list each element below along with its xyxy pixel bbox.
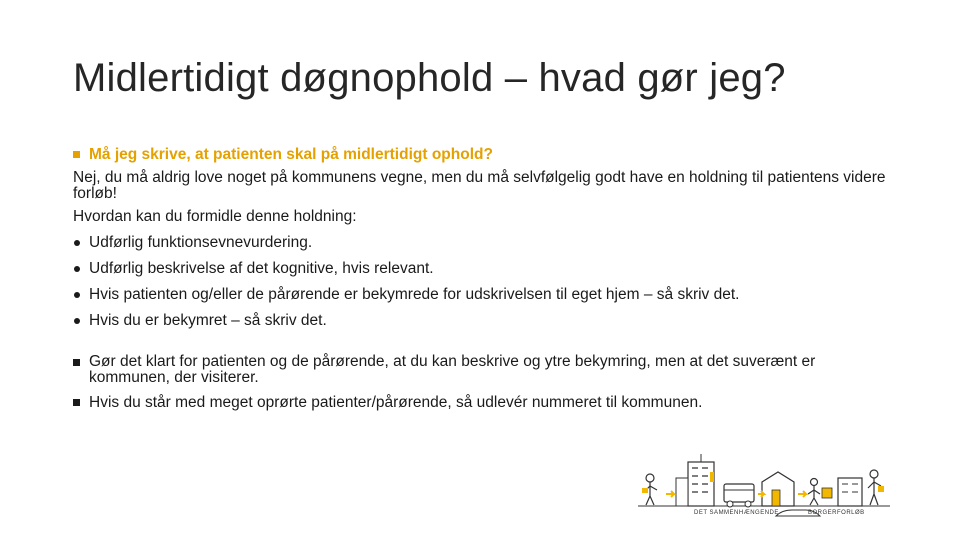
how-heading: Hvordan kan du formidle denne holdning: (73, 208, 357, 225)
note-text: Hvis du står med meget oprørte patienter/pårørende, så udlevér nummeret til kommunen. (89, 394, 703, 411)
illustration-logo (636, 448, 892, 524)
slide-title: Midlertidigt døgnophold – hvad gør jeg? (73, 56, 786, 100)
list-item: Hvis du er bekymret – så skriv det. (73, 312, 893, 330)
square-bullet-icon (73, 399, 80, 406)
logo-left-text: DET SAMMENHÆNGENDE (694, 510, 779, 516)
slide-body (73, 146, 893, 412)
logo-right-text: BORGERFORLØB (808, 510, 865, 516)
question-text: Må jeg skrive, at patienten skal på midlertidigt ophold? (89, 146, 493, 163)
list-item: Udførlig beskrivelse af det kognitive, hvis relevant. (73, 260, 893, 278)
square-bullet-icon (73, 151, 80, 158)
list-item: Hvis patienten og/eller de pårørende er bekymrede for udskrivelsen til eget hjem – så skriv det. (73, 286, 893, 304)
square-bullet-icon (73, 359, 80, 366)
note-text: Gør det klart for patienten og de pårørende, at du kan beskrive og ytre bekymring, men at det suverænt er kommunen, der visiterer. (89, 353, 816, 386)
note-item (73, 394, 893, 412)
list-item: Udførlig funktionsevnevurdering. (73, 234, 893, 252)
question-item (73, 146, 893, 164)
bullet-list (73, 234, 893, 330)
answer-paragraph: Nej, du må aldrig love noget på kommunens vegne, men du må selvfølgelig godt have en holdning til patientens videre forløb! (73, 169, 886, 202)
note-item (73, 354, 893, 386)
